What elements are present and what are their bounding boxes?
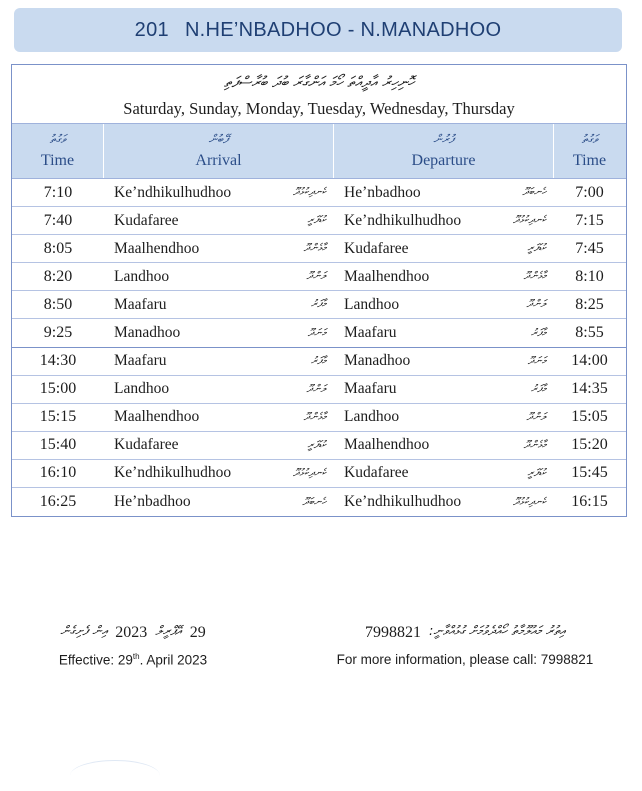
arrival-cell bbox=[104, 380, 334, 398]
arrival-island-en: Landhoo bbox=[114, 267, 170, 285]
arrival-time: 7:10 bbox=[43, 183, 73, 201]
departure-cell bbox=[334, 296, 554, 314]
departure-island-en: Landhoo bbox=[344, 408, 400, 426]
departure-island-en: Kudafaree bbox=[344, 464, 409, 482]
effective-date-english bbox=[28, 652, 238, 668]
header-arrival bbox=[104, 124, 334, 178]
arrival-cell bbox=[104, 464, 334, 482]
header-time-right-en: Time bbox=[572, 152, 607, 169]
effective-dv-day: 29 bbox=[189, 624, 206, 641]
departure-cell bbox=[334, 436, 554, 454]
table-row bbox=[12, 291, 626, 319]
departure-time: 8:25 bbox=[575, 295, 604, 313]
header-arrival-time bbox=[12, 124, 104, 178]
arrival-island-en: Landhoo bbox=[114, 380, 170, 398]
arrival-time: 9:25 bbox=[43, 324, 73, 342]
departure-island-en: Ke’ndhikulhudhoo bbox=[344, 211, 462, 229]
departure-time: 15:20 bbox=[571, 436, 608, 454]
departure-island-dv: ލަންދޫ bbox=[526, 410, 546, 423]
departure-island-dv: ހެނބަދޫ bbox=[522, 186, 546, 199]
departure-island-dv: ކުޑަފަރީ bbox=[527, 242, 546, 255]
table-row bbox=[12, 179, 626, 207]
arrival-time: 14:30 bbox=[39, 352, 77, 370]
arrival-island-dv: ކެނދިކުޅުދޫ bbox=[293, 186, 326, 199]
arrival-island-dv: މަނަދޫ bbox=[307, 326, 326, 339]
operating-days-english: Saturday, Sunday, Monday, Tuesday, Wednesday, Thursday bbox=[123, 99, 515, 118]
header-departure-dv: ފުރުން bbox=[433, 132, 454, 146]
departure-island-dv: މާޅެންދޫ bbox=[523, 438, 546, 451]
contact-info-english: For more information, please call: 7998821 bbox=[336, 652, 594, 667]
arrival-island-dv: ހެނބަދޫ bbox=[302, 495, 326, 508]
arrival-cell bbox=[104, 296, 334, 314]
header-arrival-dv: ފޭބުން bbox=[208, 132, 229, 146]
contact-info-block bbox=[320, 624, 610, 667]
header-departure-time bbox=[554, 124, 625, 178]
header-time-left-dv: ވަގުތު bbox=[49, 132, 66, 146]
departure-island-en: Manadhoo bbox=[344, 352, 411, 370]
departure-island-dv: މާފަރު bbox=[530, 382, 546, 395]
departure-time: 7:45 bbox=[575, 239, 604, 257]
table-row bbox=[12, 235, 626, 263]
departure-cell bbox=[334, 352, 554, 370]
effective-en-prefix: Effective: 29 bbox=[58, 652, 133, 668]
arrival-cell bbox=[104, 493, 334, 511]
arrival-island-dv: ލަންދޫ bbox=[306, 270, 326, 283]
departure-island-dv: މާފަރު bbox=[530, 326, 546, 339]
operating-days bbox=[12, 65, 626, 124]
effective-dv-month: އޭޕްރީލް bbox=[155, 624, 182, 639]
arrival-island-en: Kudafaree bbox=[114, 211, 179, 229]
contact-info-dv: އިތުރު މައުލޫމާތު ހޯއްދެވުމަށް ގުޅުއްވާނީ: bbox=[428, 624, 566, 639]
route-number: 201 bbox=[134, 18, 169, 41]
arrival-island-dv: މާޅެންދޫ bbox=[303, 410, 326, 423]
departure-island-en: Maalhendhoo bbox=[344, 267, 430, 285]
arrival-time: 8:50 bbox=[43, 295, 73, 313]
arrival-island-en: He’nbadhoo bbox=[114, 493, 191, 511]
departure-cell bbox=[334, 380, 554, 398]
table-row bbox=[12, 432, 626, 460]
departure-cell bbox=[334, 324, 554, 342]
arrival-island-dv: މާފަރު bbox=[310, 298, 326, 311]
header-departure bbox=[334, 124, 554, 178]
departure-cell bbox=[334, 268, 554, 286]
arrival-time: 16:10 bbox=[39, 464, 77, 482]
header-time-right-dv: ވަގުތު bbox=[581, 132, 598, 146]
departure-island-en: He’nbadhoo bbox=[344, 183, 421, 201]
route-name: N.HE’NBADHOO - N.MANADHOO bbox=[184, 18, 502, 41]
arrival-cell bbox=[104, 184, 334, 202]
departure-cell bbox=[334, 408, 554, 426]
departure-cell bbox=[334, 464, 554, 482]
departure-island-en: Maafaru bbox=[344, 324, 397, 342]
departure-island-dv: ކެނދިކުޅުދޫ bbox=[513, 495, 546, 508]
arrival-island-dv: ކުޑަފަރީ bbox=[307, 438, 326, 451]
departure-time: 8:55 bbox=[575, 324, 604, 342]
departure-cell bbox=[334, 184, 554, 202]
departure-time: 8:10 bbox=[575, 267, 604, 285]
table-row bbox=[12, 207, 626, 235]
arrival-cell bbox=[104, 268, 334, 286]
table-row bbox=[12, 488, 626, 516]
departure-island-dv: ކެނދިކުޅުދޫ bbox=[513, 214, 546, 227]
departure-island-dv: މަނަދޫ bbox=[527, 354, 546, 367]
departure-cell bbox=[334, 493, 554, 511]
table-row bbox=[12, 348, 626, 376]
effective-date-block bbox=[28, 624, 238, 668]
route-title-bar bbox=[14, 8, 622, 52]
arrival-island-en: Manadhoo bbox=[114, 324, 181, 342]
departure-island-en: Landhoo bbox=[344, 295, 400, 313]
arrival-island-dv: މާފަރު bbox=[310, 354, 326, 367]
table-header bbox=[12, 124, 626, 179]
departure-time: 16:15 bbox=[571, 493, 608, 511]
arrival-island-dv: ކެނދިކުޅުދޫ bbox=[293, 466, 326, 479]
departure-time: 7:00 bbox=[575, 183, 604, 201]
departure-time: 14:35 bbox=[571, 380, 608, 398]
departure-island-dv: މާޅެންދޫ bbox=[523, 270, 546, 283]
arrival-island-en: Maalhendhoo bbox=[114, 408, 200, 426]
arrival-time: 15:15 bbox=[39, 408, 77, 426]
table-row bbox=[12, 404, 626, 432]
decorative-swoosh bbox=[70, 760, 160, 791]
arrival-time: 8:05 bbox=[43, 239, 73, 257]
table-row bbox=[12, 319, 626, 347]
effective-en-sup: th bbox=[132, 652, 140, 661]
arrival-cell bbox=[104, 240, 334, 258]
arrival-island-en: Ke’ndhikulhudhoo bbox=[114, 183, 232, 201]
departure-island-en: Maafaru bbox=[344, 380, 397, 398]
effective-en-suffix: . April 2023 bbox=[139, 652, 208, 668]
departure-cell bbox=[334, 212, 554, 230]
arrival-cell bbox=[104, 212, 334, 230]
departure-island-en: Ke’ndhikulhudhoo bbox=[344, 493, 462, 511]
arrival-island-en: Maafaru bbox=[114, 352, 167, 370]
arrival-island-dv: ލަންދޫ bbox=[306, 382, 326, 395]
operating-days-dhivehi: ހޮނިހިރު އާދީއްތަ ހޯމަ އަންގާރަ ބުދަ ބުރާސްފަތި bbox=[224, 73, 414, 91]
departure-time: 15:05 bbox=[571, 408, 608, 426]
departure-island-dv: ކުޑަފަރީ bbox=[527, 466, 546, 479]
departure-time: 14:00 bbox=[571, 352, 608, 370]
arrival-time: 7:40 bbox=[43, 211, 73, 229]
table-body bbox=[12, 179, 626, 516]
effective-dv-year: 2023 bbox=[115, 624, 148, 641]
effective-date-dhivehi bbox=[28, 624, 238, 642]
effective-dv-suffix: އިން ފެށިގެން bbox=[60, 624, 108, 639]
table-row bbox=[12, 263, 626, 291]
arrival-time: 16:25 bbox=[39, 493, 77, 511]
arrival-island-dv: މާޅެންދޫ bbox=[303, 242, 326, 255]
departure-time: 15:45 bbox=[571, 464, 608, 482]
arrival-island-dv: ކުޑަފަރީ bbox=[307, 214, 326, 227]
contact-phone: 7998821 bbox=[364, 624, 421, 641]
arrival-island-en: Maafaru bbox=[114, 295, 167, 313]
arrival-cell bbox=[104, 408, 334, 426]
table-row bbox=[12, 460, 626, 488]
arrival-island-en: Maalhendhoo bbox=[114, 239, 200, 257]
table-row bbox=[12, 376, 626, 404]
departure-island-en: Kudafaree bbox=[344, 239, 409, 257]
header-departure-en: Departure bbox=[411, 152, 476, 169]
arrival-cell bbox=[104, 352, 334, 370]
header-arrival-en: Arrival bbox=[195, 152, 242, 169]
contact-info-dhivehi bbox=[320, 624, 610, 642]
departure-island-en: Maalhendhoo bbox=[344, 436, 430, 454]
timetable bbox=[11, 64, 627, 517]
arrival-time: 15:40 bbox=[39, 436, 77, 454]
arrival-island-en: Kudafaree bbox=[114, 436, 179, 454]
departure-island-dv: ލަންދޫ bbox=[526, 298, 546, 311]
arrival-time: 15:00 bbox=[39, 380, 77, 398]
arrival-island-en: Ke’ndhikulhudhoo bbox=[114, 464, 232, 482]
header-time-left-en: Time bbox=[40, 152, 75, 169]
arrival-cell bbox=[104, 436, 334, 454]
arrival-time: 8:20 bbox=[43, 267, 73, 285]
departure-cell bbox=[334, 240, 554, 258]
departure-time: 7:15 bbox=[575, 211, 604, 229]
arrival-cell bbox=[104, 324, 334, 342]
